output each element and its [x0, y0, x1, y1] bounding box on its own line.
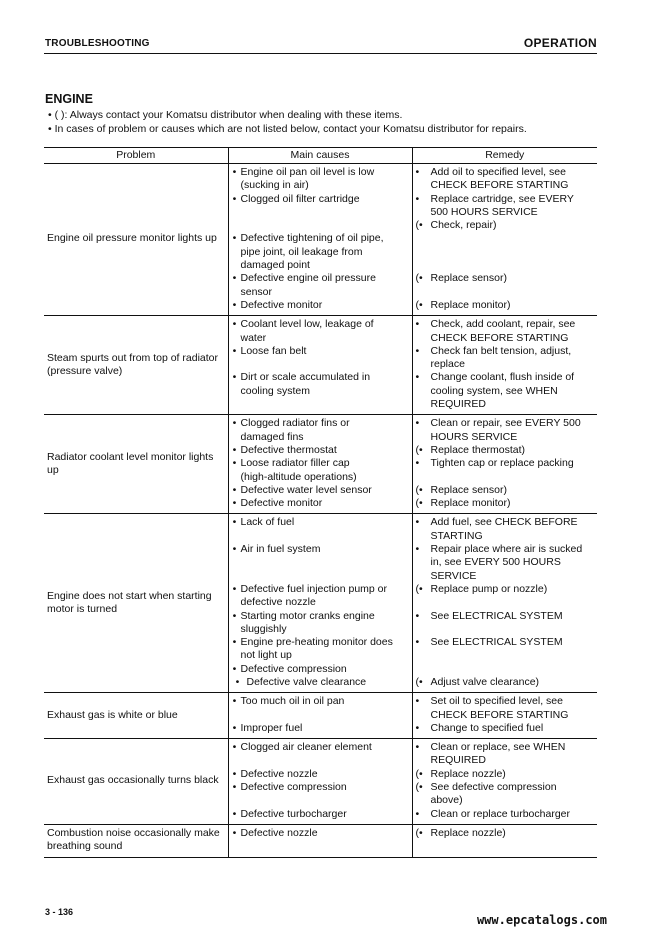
cause-text: cooling system: [240, 384, 310, 397]
bullet-mark: •: [415, 457, 420, 470]
cause-line: [229, 827, 412, 840]
remedy-text: HOURS SERVICE: [430, 430, 518, 443]
cause-text: Clogged radiator fins or: [240, 417, 350, 430]
remedy-line: [413, 741, 598, 754]
cause-cell: [228, 164, 412, 316]
bullet-mark: •: [232, 636, 237, 649]
bullet-mark: •: [232, 582, 237, 595]
remedy-text: [431, 232, 598, 245]
remedy-text: [431, 649, 598, 662]
bullet-mark: (•: [415, 675, 423, 688]
remedy-text: [431, 471, 598, 484]
cause-line: [229, 219, 412, 232]
cause-line: [229, 840, 412, 853]
remedy-text: Change coolant, flush inside of: [430, 371, 575, 384]
section-notes: [48, 108, 527, 136]
remedy-line: [413, 166, 598, 179]
remedy-text: CHECK BEFORE STARTING: [430, 708, 569, 721]
remedy-text: Add fuel, see CHECK BEFORE: [430, 516, 578, 529]
bullet-mark: •: [232, 781, 237, 794]
bullet-mark: (•: [415, 582, 423, 595]
column-header-main-causes: Main causes: [228, 148, 412, 164]
remedy-text: Replace nozzle): [430, 767, 506, 780]
remedy-line: [413, 385, 598, 398]
bullet-mark: •: [232, 192, 237, 205]
remedy-line: [413, 570, 598, 583]
cause-text: Clogged oil filter cartridge: [240, 192, 360, 205]
problem-cell: Exhaust gas is white or blue: [44, 693, 228, 739]
bullet-mark: •: [232, 417, 237, 430]
cause-line: [229, 722, 412, 735]
cause-text: Defective nozzle: [240, 826, 318, 839]
cause-line: [229, 371, 412, 384]
remedy-text: [431, 840, 598, 853]
cause-text: [241, 754, 412, 767]
cause-text: Defective valve clearance: [246, 675, 367, 688]
table-header-row: [44, 148, 597, 164]
bullet-mark: (•: [415, 298, 423, 311]
bullet-mark: •: [232, 483, 237, 496]
remedy-line: [413, 722, 598, 735]
troubleshooting-table: [44, 147, 597, 858]
remedy-line: [413, 358, 598, 371]
cause-text: [241, 709, 412, 722]
column-header-remedy: Remedy: [412, 148, 597, 164]
remedy-line: [413, 398, 598, 411]
remedy-text: Replace cartridge, see EVERY: [430, 192, 574, 205]
bullet-mark: •: [232, 457, 237, 470]
bullet-mark: (•: [415, 272, 423, 285]
bullet-mark: •: [232, 371, 237, 384]
remedy-cell: [412, 164, 597, 316]
remedy-line: [413, 471, 598, 484]
cause-text: Defective tightening of oil pipe,: [240, 232, 384, 245]
cause-text: [241, 206, 412, 219]
cause-text: Defective compression: [240, 781, 347, 794]
remedy-text: Replace monitor): [430, 298, 511, 311]
page-number: 3 - 136: [45, 907, 74, 917]
cause-text: [241, 219, 412, 232]
remedy-line: [413, 345, 598, 358]
bullet-mark: •: [232, 609, 237, 622]
cause-line: [229, 636, 412, 649]
remedy-line: [413, 206, 598, 219]
remedy-text: [431, 246, 598, 259]
bullet-mark: (•: [415, 219, 423, 232]
bullet-mark: •: [415, 166, 420, 178]
remedy-text: [431, 286, 598, 299]
remedy-text: above): [430, 794, 463, 807]
cause-text: Too much oil in oil pan: [240, 695, 345, 708]
remedy-text: 500 HOURS SERVICE: [430, 205, 538, 218]
cause-text: Defective engine oil pressure: [240, 272, 376, 285]
cause-cell: [228, 415, 412, 514]
remedy-text: replace: [430, 358, 465, 371]
cause-text: Defective nozzle: [240, 767, 318, 780]
remedy-line: [413, 299, 598, 312]
remedy-line: [413, 371, 598, 384]
cause-text: not light up: [240, 649, 292, 662]
cause-line: [229, 610, 412, 623]
remedy-line: [413, 663, 598, 676]
cause-text: Defective monitor: [240, 497, 323, 510]
cause-line: [229, 808, 412, 821]
remedy-line: [413, 610, 598, 623]
cause-text: water: [240, 331, 267, 344]
bullet-mark: •: [232, 807, 237, 820]
section-title: ENGINE: [45, 92, 93, 106]
cause-line: [229, 794, 412, 807]
remedy-line: [413, 781, 598, 794]
bullet-mark: •: [232, 232, 237, 245]
cause-text: Defective compression: [240, 662, 347, 675]
remedy-text: STARTING: [430, 529, 483, 542]
remedy-line: [413, 318, 598, 331]
bullet-mark: •: [415, 721, 420, 734]
remedy-line: [413, 636, 598, 649]
cause-line: [229, 754, 412, 767]
remedy-line: [413, 596, 598, 609]
remedy-line: [413, 840, 598, 853]
cause-text: [241, 570, 412, 583]
cause-text: sluggishly: [240, 622, 287, 635]
remedy-line: [413, 272, 598, 285]
cause-text: Defective thermostat: [240, 443, 337, 456]
bullet-mark: •: [232, 272, 237, 285]
table-row: [44, 316, 597, 415]
remedy-line: [413, 827, 598, 840]
remedy-line: [413, 193, 598, 206]
remedy-line: [413, 484, 598, 497]
cause-text: pipe joint, oil leakage from: [240, 245, 363, 258]
cause-line: [229, 583, 412, 596]
cause-line: [229, 663, 412, 676]
remedy-text: REQUIRED: [430, 398, 486, 411]
remedy-cell: [412, 316, 597, 415]
cause-text: Improper fuel: [240, 721, 303, 734]
remedy-text: Tighten cap or replace packing: [430, 457, 574, 470]
cause-text: [241, 398, 412, 411]
remedy-text: Replace sensor): [430, 483, 507, 496]
remedy-line: [413, 794, 598, 807]
cause-line: [229, 299, 412, 312]
bullet-mark: (•: [415, 497, 423, 510]
table-row: [44, 693, 597, 739]
remedy-cell: [412, 739, 597, 825]
remedy-text: REQUIRED: [430, 754, 486, 767]
remedy-text: Replace thermostat): [430, 443, 526, 456]
remedy-line: [413, 676, 598, 689]
cause-line: [229, 556, 412, 569]
bullet-mark: •: [415, 371, 420, 384]
remedy-text: Check fan belt tension, adjust,: [430, 344, 572, 357]
cause-text: Dirt or scale accumulated in: [240, 371, 371, 384]
bullet-mark: •: [415, 318, 420, 331]
cause-text: [241, 556, 412, 569]
remedy-line: [413, 259, 598, 272]
remedy-line: [413, 332, 598, 345]
remedy-line: [413, 623, 598, 636]
remedy-text: Clean or replace, see WHEN: [430, 741, 566, 754]
remedy-text: Replace monitor): [430, 497, 511, 510]
cause-text: Loose radiator filler cap: [240, 457, 350, 470]
cause-text: Engine pre-heating monitor does: [240, 636, 393, 649]
remedy-line: [413, 431, 598, 444]
header-chapter-label: OPERATION: [523, 36, 597, 50]
cause-text: (high-altitude operations): [240, 470, 357, 483]
remedy-text: CHECK BEFORE STARTING: [430, 331, 569, 344]
remedy-line: [413, 417, 598, 430]
cause-line: [229, 385, 412, 398]
table-row: [44, 824, 597, 857]
bullet-mark: •: [415, 807, 420, 820]
cause-line: [229, 358, 412, 371]
bullet-mark: (•: [415, 483, 423, 496]
remedy-text: Set oil to specified level, see: [430, 695, 563, 708]
remedy-line: [413, 457, 598, 470]
cause-cell: [228, 316, 412, 415]
remedy-text: Clean or repair, see EVERY 500: [430, 417, 581, 430]
cause-line: [229, 530, 412, 543]
cause-line: [229, 596, 412, 609]
cause-text: Defective fuel injection pump or: [240, 582, 387, 595]
header-section-label: TROUBLESHOOTING: [45, 38, 150, 49]
header-divider: [44, 53, 597, 54]
cause-text: damaged point: [240, 259, 310, 272]
remedy-cell: [412, 514, 597, 693]
bullet-mark: •: [415, 344, 420, 357]
cause-text: Starting motor cranks engine: [240, 609, 375, 622]
bullet-mark: •: [232, 497, 237, 510]
cause-cell: [228, 693, 412, 739]
cause-text: [241, 530, 412, 543]
bullet-mark: (•: [415, 443, 423, 456]
remedy-line: [413, 709, 598, 722]
cause-line: [229, 709, 412, 722]
cause-line: [229, 345, 412, 358]
cause-cell: [228, 514, 412, 693]
remedy-line: [413, 232, 598, 245]
remedy-line: [413, 516, 598, 529]
remedy-line: [413, 497, 598, 510]
cause-text: Engine oil pan oil level is low: [240, 166, 375, 178]
cause-line: [229, 623, 412, 636]
cause-line: [229, 457, 412, 470]
bullet-mark: •: [415, 192, 420, 205]
remedy-text: Replace nozzle): [430, 826, 506, 839]
bullet-mark: •: [232, 721, 237, 734]
cause-text: Defective monitor: [240, 298, 323, 311]
remedy-line: [413, 556, 598, 569]
remedy-text: Add oil to specified level, see: [430, 166, 566, 178]
bullet-mark: (•: [415, 826, 423, 839]
bullet-mark: •: [232, 767, 237, 780]
cause-line: [229, 193, 412, 206]
cause-line: [229, 768, 412, 781]
cause-line: [229, 471, 412, 484]
remedy-text: See ELECTRICAL SYSTEM: [430, 636, 563, 649]
remedy-line: [413, 219, 598, 232]
cause-text: [241, 358, 412, 371]
cause-line: [229, 695, 412, 708]
remedy-line: [413, 286, 598, 299]
cause-line: [229, 318, 412, 331]
column-header-problem: Problem: [44, 148, 228, 164]
cause-text: [241, 794, 412, 807]
cause-text: damaged fins: [240, 430, 304, 443]
remedy-text: Check, repair): [430, 219, 497, 232]
bullet-mark: (•: [415, 767, 423, 780]
cause-line: [229, 781, 412, 794]
remedy-text: Repair place where air is sucked: [430, 543, 583, 556]
problem-cell: Steam spurts out from top of radiator (pressure valve): [44, 316, 228, 415]
remedy-cell: [412, 824, 597, 857]
cause-text: Lack of fuel: [240, 516, 295, 529]
cause-text: [241, 840, 412, 853]
bullet-mark: •: [232, 166, 237, 178]
cause-text: Air in fuel system: [240, 543, 321, 556]
cause-line: [229, 484, 412, 497]
cause-line: [229, 570, 412, 583]
cause-text: Coolant level low, leakage of: [240, 318, 374, 331]
bullet-mark: •: [232, 662, 237, 675]
bullet-mark: •: [232, 318, 237, 331]
cause-line: [229, 431, 412, 444]
bullet-mark: •: [232, 516, 237, 529]
bullet-mark: •: [232, 298, 237, 311]
remedy-line: [413, 444, 598, 457]
bullet-mark: •: [415, 695, 420, 708]
remedy-text: in, see EVERY 500 HOURS: [430, 556, 561, 569]
cause-line: [229, 332, 412, 345]
remedy-text: See defective compression: [430, 781, 557, 794]
remedy-line: [413, 583, 598, 596]
cause-text: sensor: [240, 285, 273, 298]
bullet-mark: •: [415, 516, 420, 529]
remedy-text: [431, 663, 598, 676]
bullet-mark: •: [235, 675, 240, 688]
bullet-mark: •: [232, 543, 237, 556]
cause-text: Defective turbocharger: [240, 807, 347, 820]
cause-line: [229, 398, 412, 411]
cause-line: [229, 543, 412, 556]
cause-cell: [228, 739, 412, 825]
problem-cell: Exhaust gas occasionally turns black: [44, 739, 228, 825]
bullet-mark: •: [415, 417, 420, 430]
problem-cell: Radiator coolant level monitor lights up: [44, 415, 228, 514]
bullet-mark: •: [232, 344, 237, 357]
remedy-text: Change to specified fuel: [430, 721, 544, 734]
cause-line: [229, 179, 412, 192]
remedy-line: [413, 649, 598, 662]
cause-line: [229, 444, 412, 457]
table-row: [44, 164, 597, 316]
remedy-text: Adjust valve clearance): [430, 675, 540, 688]
cause-line: [229, 741, 412, 754]
cause-line: [229, 246, 412, 259]
cause-line: [229, 649, 412, 662]
cause-text: Loose fan belt: [240, 344, 307, 357]
cause-line: [229, 206, 412, 219]
remedy-line: [413, 543, 598, 556]
bullet-mark: (•: [415, 781, 423, 794]
remedy-line: [413, 754, 598, 767]
bullet-mark: •: [415, 609, 420, 622]
remedy-cell: [412, 415, 597, 514]
remedy-line: [413, 768, 598, 781]
cause-line: [229, 166, 412, 179]
remedy-line: [413, 695, 598, 708]
remedy-text: See ELECTRICAL SYSTEM: [430, 609, 563, 622]
remedy-text: [431, 623, 598, 636]
footer-website: www.epcatalogs.com: [476, 913, 607, 927]
remedy-line: [413, 808, 598, 821]
remedy-text: cooling system, see WHEN: [430, 384, 558, 397]
cause-line: [229, 417, 412, 430]
cause-line: [229, 232, 412, 245]
remedy-text: Clean or replace turbocharger: [430, 807, 570, 820]
remedy-line: [413, 530, 598, 543]
cause-text: defective nozzle: [240, 596, 316, 609]
remedy-text: [431, 596, 598, 609]
bullet-mark: •: [232, 695, 237, 708]
cause-line: [229, 516, 412, 529]
table-row: [44, 739, 597, 825]
cause-cell: [228, 824, 412, 857]
remedy-text: Replace sensor): [430, 272, 507, 285]
bullet-mark: •: [232, 741, 237, 754]
bullet-mark: •: [415, 636, 420, 649]
remedy-text: Replace pump or nozzle): [430, 582, 548, 595]
cause-line: [229, 497, 412, 510]
remedy-line: [413, 179, 598, 192]
cause-line: [229, 272, 412, 285]
remedy-text: Check, add coolant, repair, see: [430, 318, 576, 331]
bullet-mark: •: [232, 826, 237, 839]
table-row: [44, 514, 597, 693]
note-line: • In cases of problem or causes which are not listed below, contact your Komatsu distributor for repairs.: [48, 123, 527, 135]
bullet-mark: •: [415, 741, 420, 754]
cause-line: [229, 259, 412, 272]
cause-line: [229, 286, 412, 299]
remedy-cell: [412, 693, 597, 739]
cause-text: Clogged air cleaner element: [240, 741, 372, 754]
remedy-text: CHECK BEFORE STARTING: [430, 179, 569, 192]
problem-cell: Engine oil pressure monitor lights up: [44, 164, 228, 316]
problem-cell: Combustion noise occasionally make breathing sound: [44, 824, 228, 857]
problem-cell: Engine does not start when starting motor is turned: [44, 514, 228, 693]
table-row: [44, 415, 597, 514]
remedy-line: [413, 246, 598, 259]
cause-text: (sucking in air): [240, 179, 309, 192]
bullet-mark: •: [415, 543, 420, 556]
cause-text: Defective water level sensor: [240, 483, 372, 496]
remedy-text: SERVICE: [430, 569, 477, 582]
table-body: [44, 164, 597, 858]
remedy-text: [431, 259, 598, 272]
cause-line: [229, 676, 412, 689]
note-line: • ( ): Always contact your Komatsu distributor when dealing with these items.: [48, 109, 403, 121]
bullet-mark: •: [232, 443, 237, 456]
